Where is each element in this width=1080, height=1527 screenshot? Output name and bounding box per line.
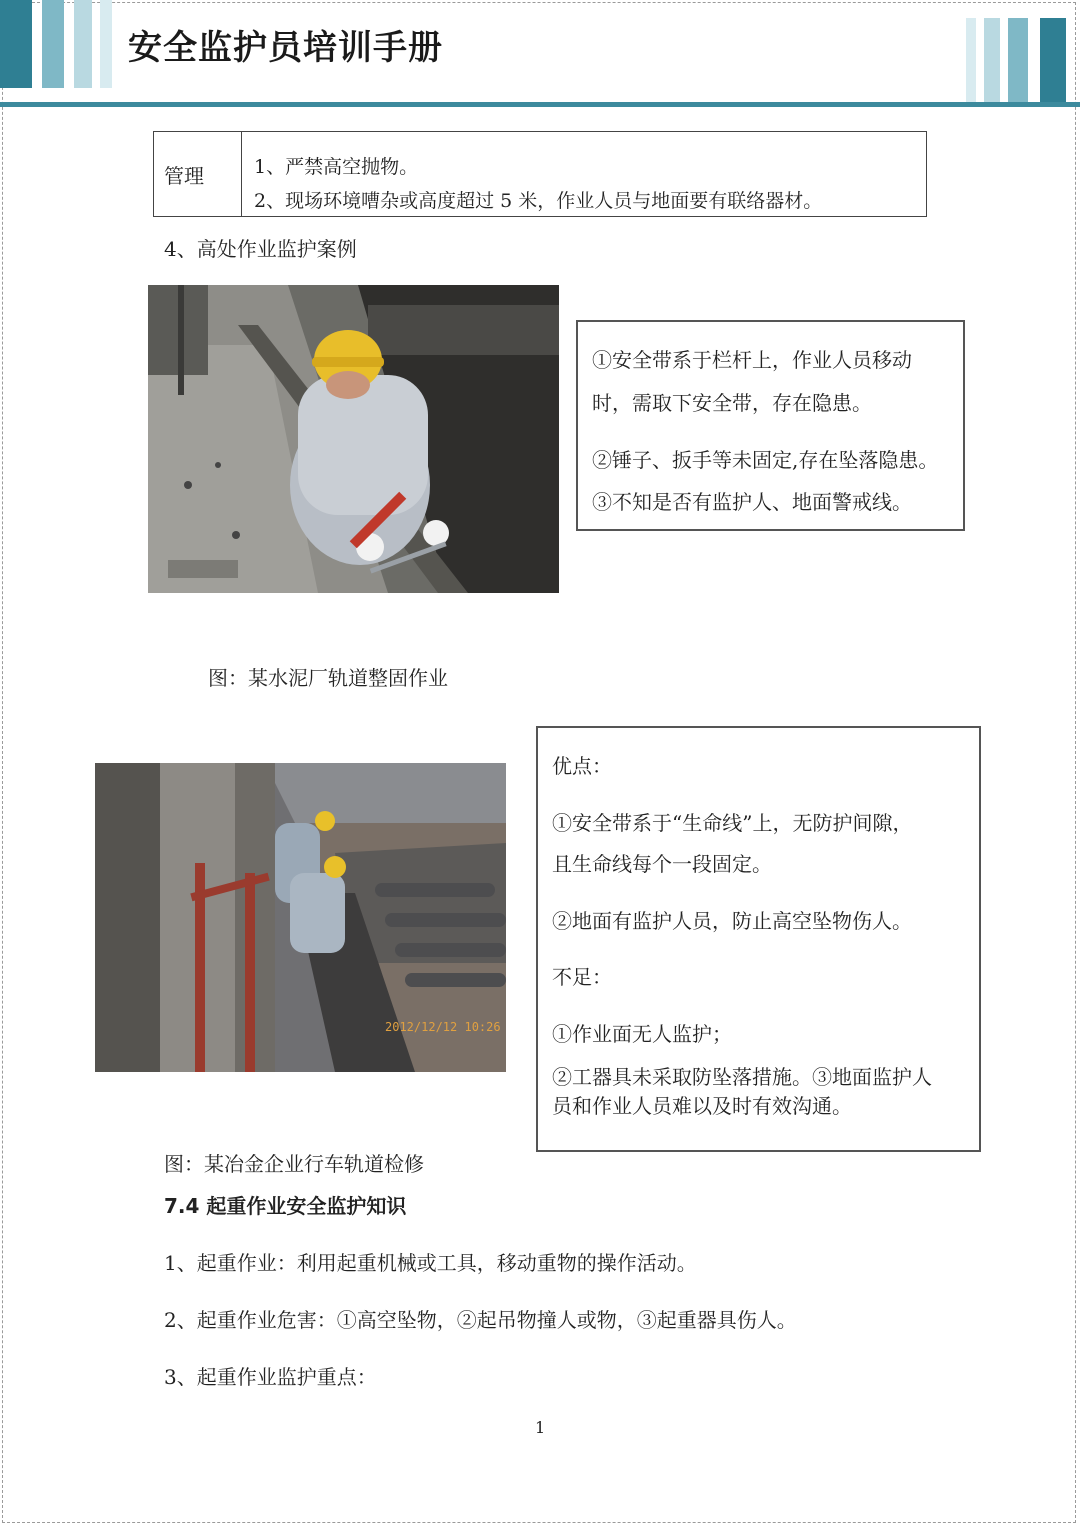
case2-note-line: ①作业面无人监护； — [552, 1022, 732, 1046]
section-item: 1、起重作业：利用起重机械或工具，移动重物的操作活动。 — [164, 1251, 697, 1275]
case1-note-line: ②锤子、扳手等未固定,存在坠落隐患。 — [592, 448, 939, 472]
header-rule — [0, 102, 1080, 107]
case2-note-line: 且生命线每个一段固定。 — [552, 852, 772, 876]
case1-note-line: 时，需取下安全带，存在隐患。 — [592, 391, 872, 415]
case-heading: 4、高处作业监护案例 — [164, 237, 357, 261]
section-item: 3、起重作业监护重点： — [164, 1365, 377, 1389]
case1-caption: 图：某水泥厂轨道整固作业 — [208, 666, 448, 690]
table-item: 1、严禁高空抛物。 — [254, 156, 419, 178]
photo-timestamp: 2012/12/12 10:26 — [385, 1020, 501, 1034]
table-item: 2、现场环境嘈杂或高度超过 5 米，作业人员与地面要有联络器材。 — [254, 190, 823, 212]
case2-note-line: 员和作业人员难以及时有效沟通。 — [552, 1094, 852, 1118]
case2-note-line: 优点： — [552, 754, 612, 778]
case2-note-line: 不足： — [552, 965, 612, 989]
case1-note-line: ③不知是否有监护人、地面警戒线。 — [592, 490, 912, 514]
section-heading: 7.4 起重作业安全监护知识 — [164, 1194, 407, 1218]
metallurgy-photo — [95, 763, 506, 1072]
case2-notes-box — [536, 726, 981, 1152]
case1-notes-box — [576, 320, 965, 531]
section-item: 2、起重作业危害：①高空坠物，②起吊物撞人或物，③起重器具伤人。 — [164, 1308, 797, 1332]
case2-note-line: ②地面有监护人员，防止高空坠物伤人。 — [552, 909, 912, 933]
case2-caption: 图：某冶金企业行车轨道检修 — [164, 1152, 424, 1176]
table-label: 管理 — [154, 132, 242, 216]
cement-plant-photo — [148, 285, 559, 593]
management-table — [153, 131, 927, 217]
case1-note-line: ①安全带系于栏杆上，作业人员移动 — [592, 348, 912, 372]
case2-note-line: ①安全带系于“生命线”上，无防护间隙， — [552, 811, 913, 835]
table-items — [242, 132, 822, 216]
page-number: 1 — [535, 1418, 546, 1437]
document-title: 安全监护员培训手册 — [128, 28, 443, 68]
case2-note-line: ②工器具未采取防坠落措施。③地面监护人 — [552, 1065, 932, 1089]
